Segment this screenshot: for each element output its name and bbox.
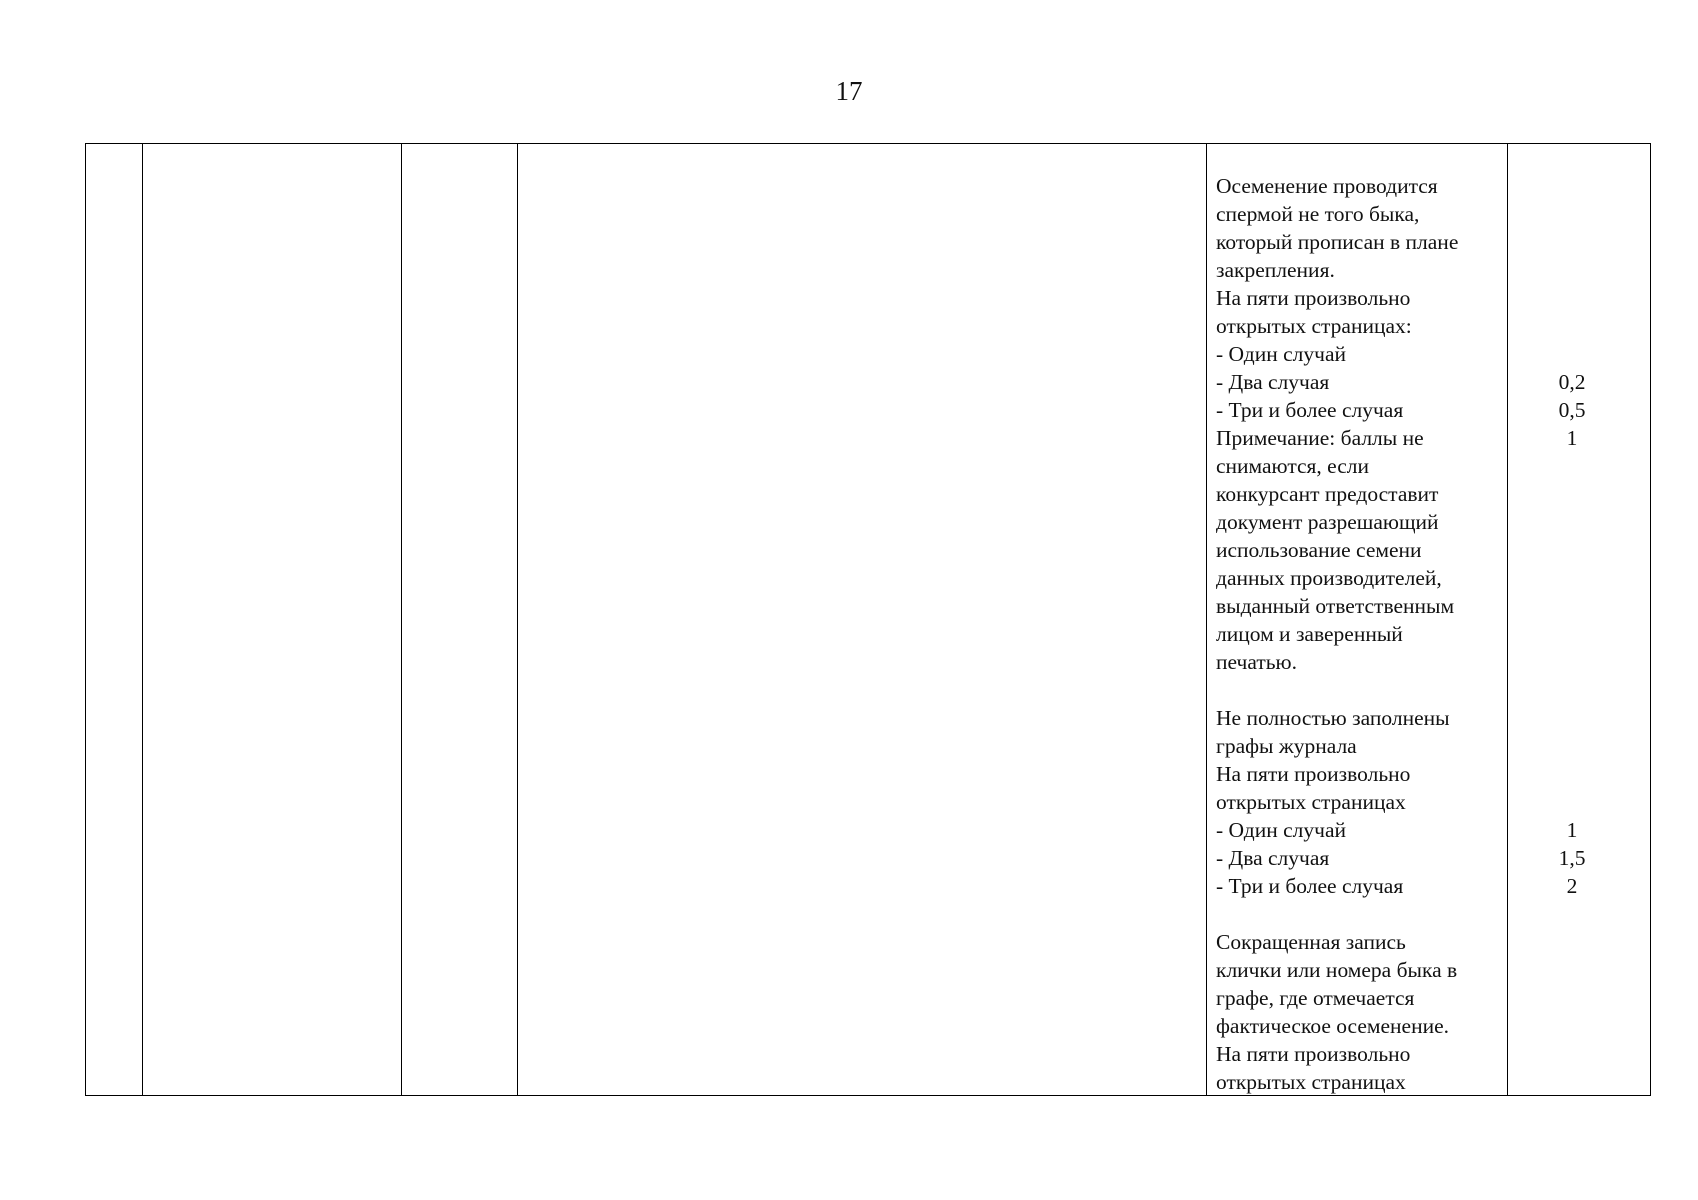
column-divider xyxy=(1206,144,1207,1095)
criteria-line: - Два случая xyxy=(1216,370,1330,394)
criteria-line xyxy=(1216,676,1458,704)
score-value: 0,5 xyxy=(1558,398,1586,422)
criteria-line: конкурсант предоставит xyxy=(1216,482,1439,506)
criteria-line: графе, где отмечается xyxy=(1216,986,1415,1010)
score-cell-values xyxy=(1511,172,1633,900)
criteria-line: Сокращенная запись xyxy=(1216,930,1406,954)
score-value xyxy=(1511,536,1633,564)
criteria-line: спермой не того быка, xyxy=(1216,202,1420,226)
criteria-line: Осеменение проводится xyxy=(1216,174,1438,198)
score-value xyxy=(1511,704,1633,732)
criteria-line: На пяти произвольно xyxy=(1216,1042,1411,1066)
criteria-line: - Три и более случая xyxy=(1216,398,1404,422)
criteria-line: - Один случай xyxy=(1216,342,1346,366)
score-value xyxy=(1511,564,1633,592)
score-value xyxy=(1511,676,1633,704)
score-value xyxy=(1511,480,1633,508)
criteria-line: использование семени xyxy=(1216,538,1422,562)
column-divider xyxy=(401,144,402,1095)
page-number: 17 xyxy=(835,76,863,106)
score-value: 1,5 xyxy=(1558,846,1586,870)
criteria-line: Примечание: баллы не xyxy=(1216,426,1424,450)
criteria-line: снимаются, если xyxy=(1216,454,1370,478)
criteria-line: фактическое осеменение. xyxy=(1216,1014,1450,1038)
score-value xyxy=(1511,760,1633,788)
score-value xyxy=(1511,200,1633,228)
score-value xyxy=(1511,732,1633,760)
criteria-line: - Три и более случая xyxy=(1216,874,1404,898)
score-value: 1 xyxy=(1566,426,1578,450)
score-value xyxy=(1511,256,1633,284)
score-value xyxy=(1511,648,1633,676)
column-divider xyxy=(517,144,518,1095)
score-value: 1 xyxy=(1566,818,1578,842)
score-value xyxy=(1511,284,1633,312)
criteria-line: закрепления. xyxy=(1216,258,1335,282)
column-divider xyxy=(142,144,143,1095)
criteria-line: печатью. xyxy=(1216,650,1297,674)
score-value: 0,2 xyxy=(1558,370,1586,394)
criteria-line: выданный ответственным xyxy=(1216,594,1455,618)
criteria-line: Не полностью заполнены xyxy=(1216,706,1450,730)
criteria-table xyxy=(85,143,1651,1096)
score-value xyxy=(1511,508,1633,536)
score-value xyxy=(1511,788,1633,816)
score-value xyxy=(1511,228,1633,256)
criteria-line: который прописан в плане xyxy=(1216,230,1459,254)
score-value xyxy=(1511,592,1633,620)
score-value xyxy=(1511,340,1633,368)
criteria-cell-text xyxy=(1216,172,1458,1096)
score-value xyxy=(1511,172,1633,200)
criteria-line: графы журнала xyxy=(1216,734,1357,758)
criteria-line: данных производителей, xyxy=(1216,566,1442,590)
criteria-line: открытых страницах: xyxy=(1216,314,1412,338)
criteria-line: открытых страницах xyxy=(1216,1070,1406,1094)
column-divider xyxy=(1507,144,1508,1095)
criteria-line xyxy=(1216,900,1458,928)
score-value xyxy=(1511,312,1633,340)
score-value: 2 xyxy=(1566,874,1578,898)
score-value xyxy=(1511,620,1633,648)
criteria-line: - Один случай xyxy=(1216,818,1346,842)
criteria-line: На пяти произвольно xyxy=(1216,762,1411,786)
criteria-line: На пяти произвольно xyxy=(1216,286,1411,310)
score-value xyxy=(1511,452,1633,480)
criteria-line: клички или номера быка в xyxy=(1216,958,1458,982)
criteria-line: документ разрешающий xyxy=(1216,510,1439,534)
criteria-line: открытых страницах xyxy=(1216,790,1406,814)
criteria-line: лицом и заверенный xyxy=(1216,622,1403,646)
criteria-line: - Два случая xyxy=(1216,846,1330,870)
